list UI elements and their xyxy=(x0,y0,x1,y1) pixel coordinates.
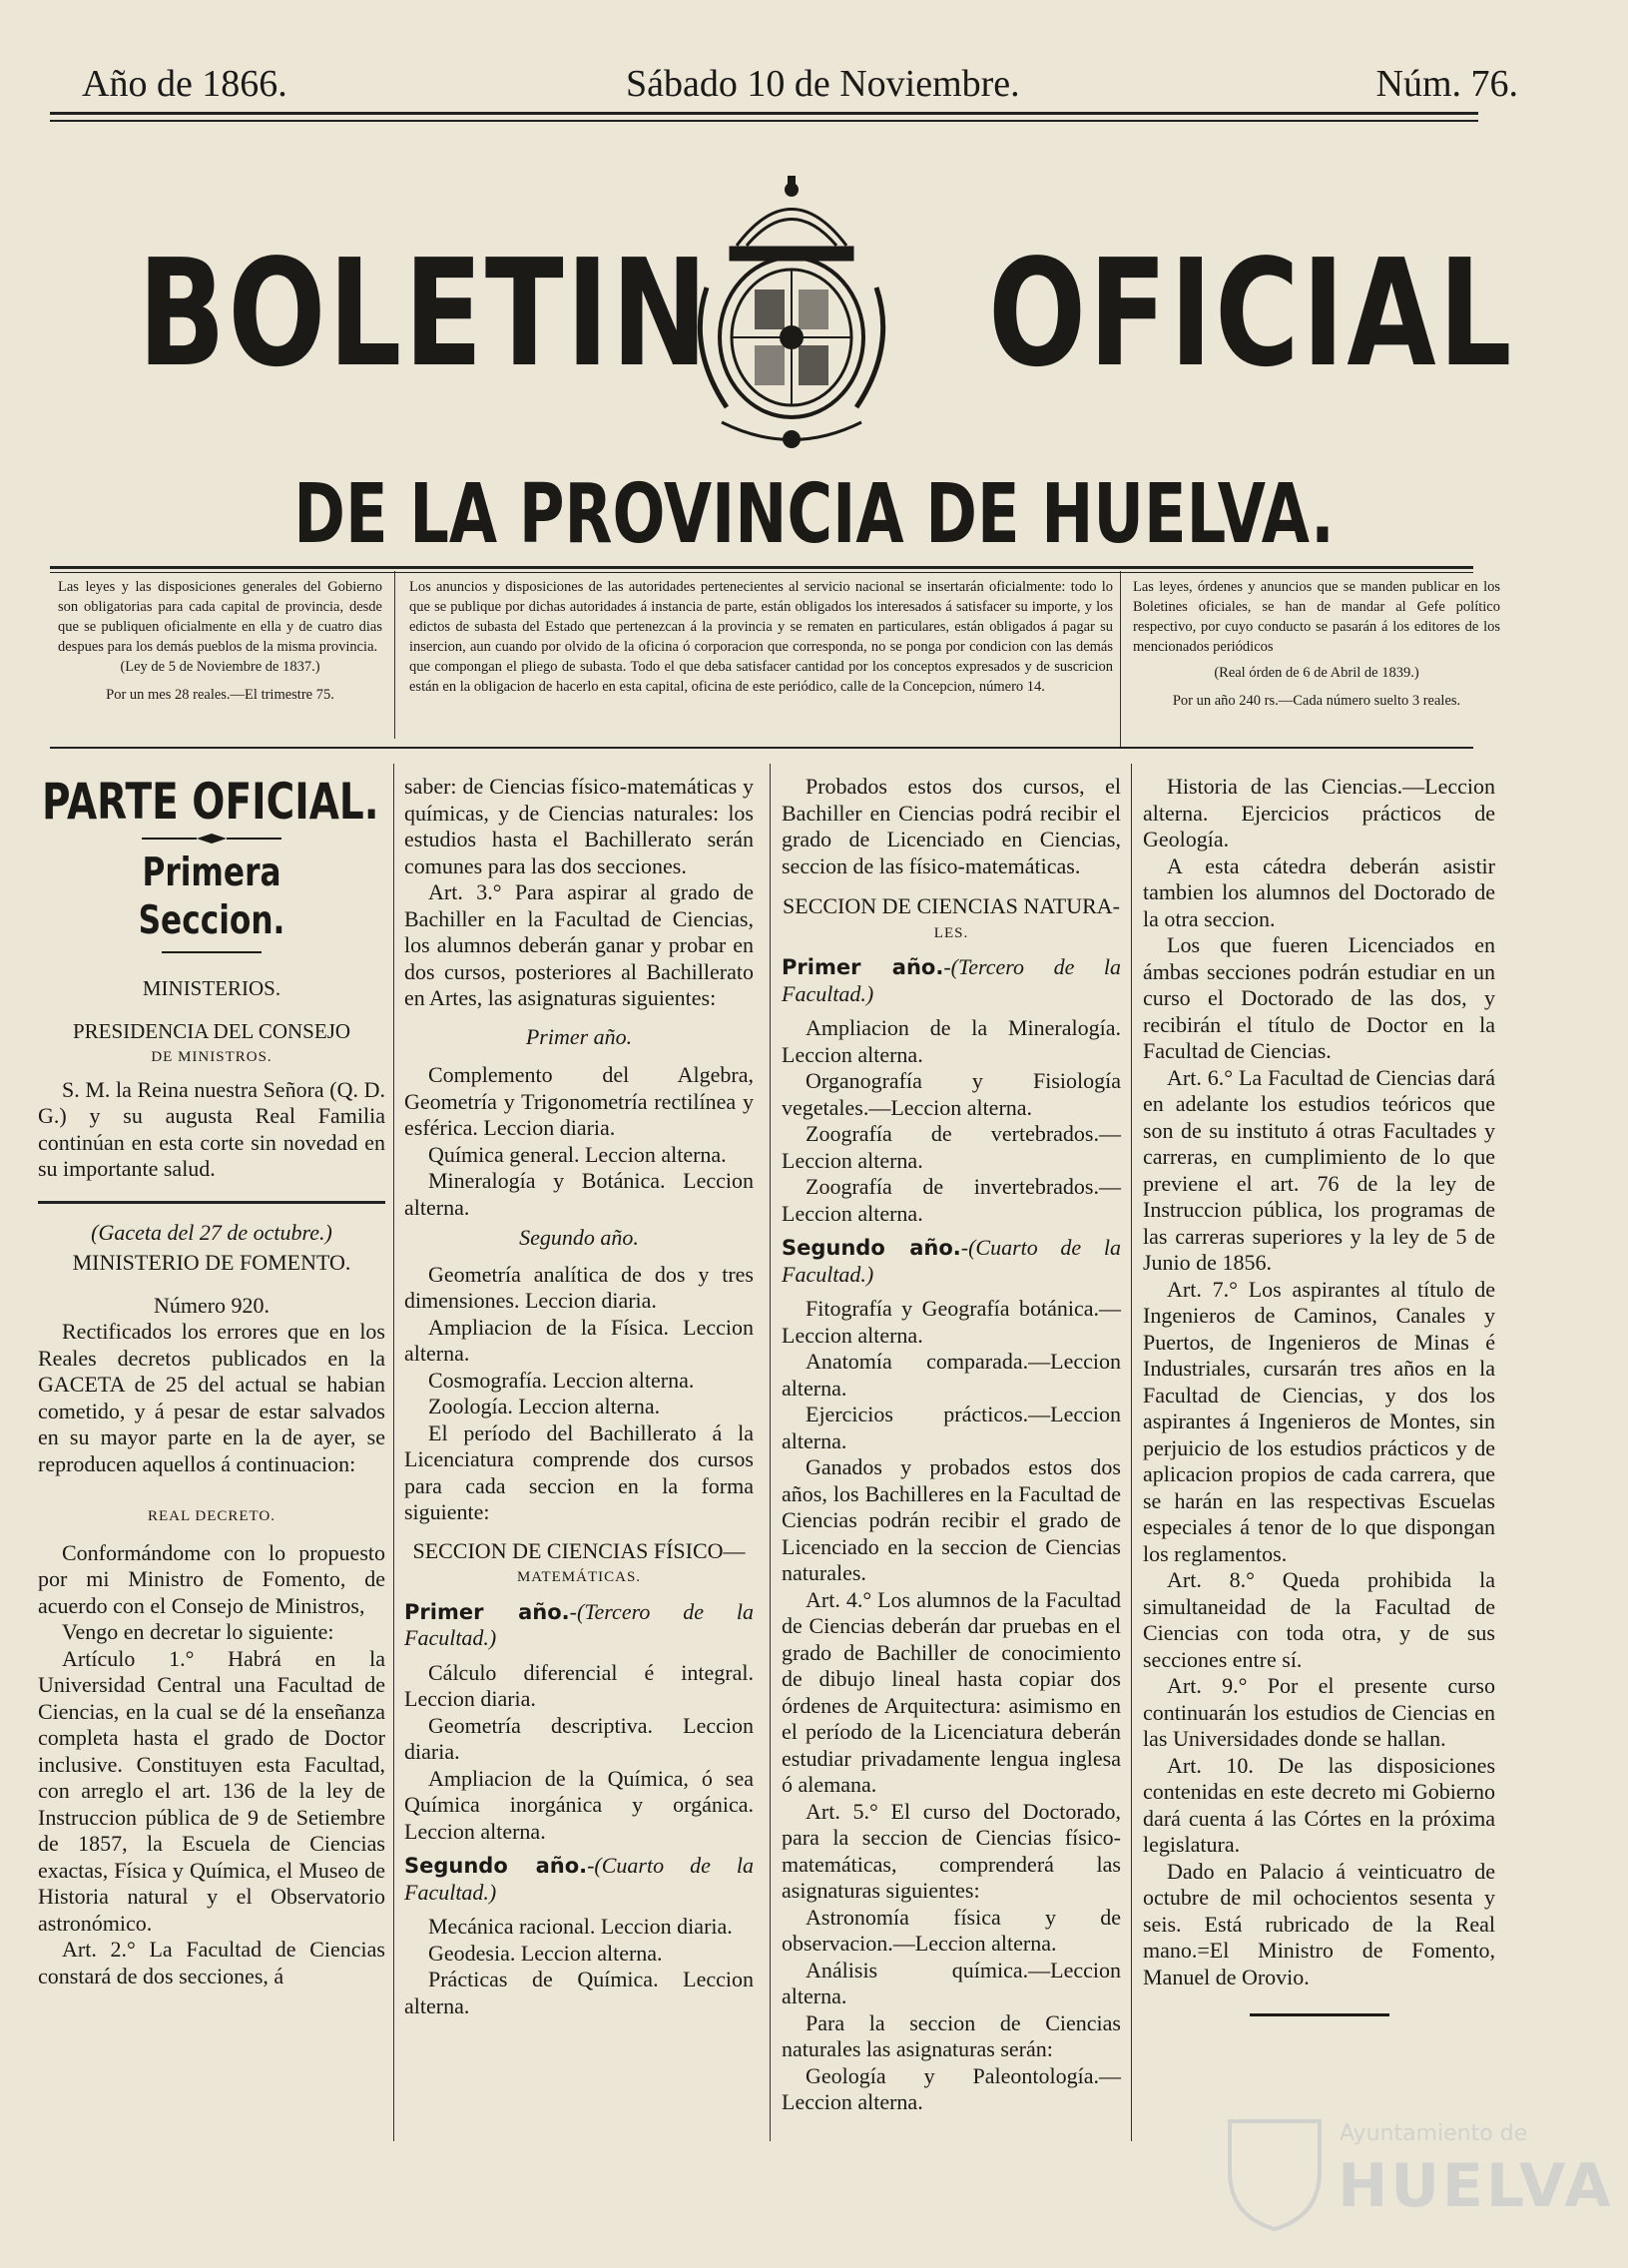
year-label: Segundo año. xyxy=(782,1236,961,1260)
gaceta-ref: (Gaceta del 27 de octubre.) xyxy=(91,1219,332,1245)
royal-crest-icon xyxy=(667,168,916,457)
paragraph: Prácticas de Química. Leccion alterna. xyxy=(404,1967,754,2018)
paragraph: Historia de las Ciencias.—Leccion alterna. Ejercicios prácticos de Geología. xyxy=(1143,774,1495,851)
notice-laws xyxy=(58,577,382,705)
paragraph: Mecánica racional. Leccion diaria. xyxy=(428,1914,733,1939)
year-label: Primer año. xyxy=(404,1599,570,1624)
heading-presidencia-sub: DE MINISTROS. xyxy=(151,1049,272,1065)
paragraph: Ampliacion de la Mineralogía. Leccion alterna. xyxy=(782,1015,1121,1067)
paragraph: Rectificados los errores que en los Reales decretos publicados en la GACETA de 25 del actual se habian cometido, y á pesar de estar salvados en su mayor parte en la de ayer, se reproducen aquellos á continuacion: xyxy=(38,1319,385,1476)
section-rule xyxy=(38,1201,385,1204)
heading-ministerios: MINISTERIOS. xyxy=(142,976,281,1000)
paragraph: Art. 10. De las disposiciones contenidas en este decreto mi Gobierno dará cuenta á las Córtes en la próxima legislatura. xyxy=(1143,1752,1495,1857)
year-heading xyxy=(404,1853,754,1906)
paragraph: Art. 9.° Por el presente curso continuarán los estudios de Ciencias en las Universidades donde se hallan. xyxy=(1143,1673,1495,1751)
heading-real-decreto: REAL DECRETO. xyxy=(148,1508,275,1524)
notice-divider-1 xyxy=(394,571,395,739)
paragraph: Química general. Leccion alterna. xyxy=(428,1141,727,1167)
notice-bottom-rule xyxy=(50,747,1473,749)
paragraph: Cosmografía. Leccion alterna. xyxy=(428,1367,695,1393)
paragraph: Ampliacion de la Física. Leccion alterna. xyxy=(404,1314,754,1366)
masthead-subtitle: DE LA PROVINCIA DE HUELVA. xyxy=(293,467,1335,562)
paragraph: S. M. la Reina nuestra Señora (Q. D. G.) y su augusta Real Familia continúan en esta corte sin novedad en su importante salud. xyxy=(38,1076,385,1181)
column-divider-1 xyxy=(393,764,394,2141)
paragraph: A esta cátedra deberán asistir tambien los alumnos del Doctorado de la otra seccion. xyxy=(1143,852,1495,931)
paragraph: Mineralogía y Botánica. Leccion alterna. xyxy=(404,1168,754,1220)
notice-orders-cite: (Real órden de 6 de Abril de 1839.) xyxy=(1214,665,1419,681)
heading-presidencia: PRESIDENCIA DEL CONSEJO xyxy=(72,1018,351,1043)
year-label: Primer año. xyxy=(782,955,944,979)
paragraph: Fitografía y Geografía botánica.—Leccion alterna. xyxy=(782,1296,1121,1348)
column-divider-2 xyxy=(770,764,771,2141)
notice-orders-price: Por un año 240 rs.—Cada número suelto 3 reales. xyxy=(1172,693,1461,709)
year-label: Segundo año. xyxy=(404,1854,588,1878)
short-rule xyxy=(162,949,262,955)
paragraph: Geometría analítica de dos y tres dimensiones. Leccion diaria. xyxy=(404,1261,754,1313)
notice-announcements-text: Los anuncios y disposiciones de las autoridades pertenecientes al servicio nacional se insertarán oficialmente: todo lo que se publique por dichas autoridades á instancia de parte, están obligados los interesados á satisfacer su importe, y los edictos de subasta del Estado que pertenezcan á la provincia y se rematen en particulares, están obligados á pagar su insercion, aun cuando por olvido de la oficina ó corporacion que corresponda, no se ponga por condicion con las demás que compongan el pliego de subasta. Todo el que deba satisfacer cantidad por los conceptos expresados y de suscricion están en la obligacion de hacerlo en esta capital, oficina de este periódico, calle de la Concepcion, número 14. xyxy=(409,579,1113,695)
notice-announcements xyxy=(409,577,1113,697)
column-2 xyxy=(404,774,754,2019)
decree-number: Número 920. xyxy=(153,1292,271,1318)
subheading: Segundo año. xyxy=(519,1225,639,1250)
subtitle-rule-thin xyxy=(50,572,1473,573)
year-note: -(Tercero de la Facultad.) xyxy=(404,1598,755,1650)
issue-number: Núm. 76. xyxy=(1375,63,1518,105)
year-note: -(Cuarto de la Facultad.) xyxy=(782,1235,1121,1287)
year-heading xyxy=(404,1599,754,1652)
subheading: Primer año. xyxy=(525,1023,633,1049)
subheading: SECCION DE CIENCIAS FÍSICO— xyxy=(412,1537,746,1563)
town-shield-icon xyxy=(1220,2111,1330,2231)
paragraph: Complemento del Algebra, Geometría y Trigonometría rectilínea y esférica. Leccion diaria. xyxy=(404,1062,754,1140)
top-rule-thin xyxy=(50,120,1478,122)
paragraph: Ampliacion de la Química, ó sea Química inorgánica y orgánica. Leccion alterna. xyxy=(404,1765,754,1844)
year-heading xyxy=(782,1235,1121,1288)
notice-divider-2 xyxy=(1120,571,1121,747)
paragraph: Para la seccion de Ciencias naturales las asignaturas serán: xyxy=(782,2009,1121,2061)
paragraph: Geometría descriptiva. Leccion diaria. xyxy=(404,1712,754,1764)
paragraph: Artículo 1.° Habrá en la Universidad Central una Facultad de Ciencias, en la cual se dé la enseñanza completa hasta el grado de Doctor inclusive. Constituyen esta Facultad, con arreglo el art. 136 de la ley de Instruccion pública de 9 de Setiembre de 1857, la Escuela de Ciencias exactas, Física y Química, el Museo de Historia natural y el Observatorio astronómico. xyxy=(38,1645,385,1936)
masthead-right: OFICIAL xyxy=(988,228,1514,399)
paragraph: Geología y Paleontología.—Leccion alterna. xyxy=(782,2062,1121,2114)
year-note: -(Cuarto de la Facultad.) xyxy=(404,1853,754,1905)
paragraph: Los que fueren Licenciados en ámbas secciones podrán estudiar en un curso el Doctorado de las dos, y recibirán el título de Doctor en la Facultad de Ciencias. xyxy=(1143,932,1495,1063)
paragraph: Conformándome con lo propuesto por mi Ministro de Fomento, de acuerdo con el Consejo de Ministros, xyxy=(38,1539,385,1618)
subtitle-rule xyxy=(50,566,1473,569)
paragraph: Art. 8.° Queda prohibida la simultaneidad de la Facultad de Ciencias con toda otra, y de sus secciones entre sí. xyxy=(1143,1567,1495,1672)
notice-laws-cite: (Ley de 5 de Noviembre de 1837.) xyxy=(120,659,320,675)
paragraph: El período del Bachillerato á la Licenciatura comprende dos cursos para cada seccion en la forma siguiente: xyxy=(404,1419,754,1524)
paragraph: Art. 7.° Los aspirantes al título de Ingenieros de Caminos, Canales y Puertos, de Ingenieros de Minas é Industriales, cursarán tres años en la Facultad de Ciencias, y dos los aspirantes á Ingenieros de Montes, sin perjuicio de los estudios prácticos y de aplicacion propios de cada carrera, que se harán en las respectivas Escuelas especiales á tenor de lo que dispongan los reglamentos. xyxy=(1143,1276,1495,1566)
paragraph: Ganados y probados estos dos años, los Bachilleres en la Facultad de Ciencias podrán recibir el grado de Licenciado en la seccion de Ciencias naturales. xyxy=(782,1454,1121,1585)
subheading: SECCION DE CIENCIAS NATURA- xyxy=(783,893,1120,918)
subheading: LES. xyxy=(933,924,969,941)
notice-laws-price: Por un mes 28 reales.—El trimestre 75. xyxy=(106,687,334,703)
watermark-title: HUELVA xyxy=(1338,2151,1614,2221)
year-heading xyxy=(782,954,1121,1007)
column-1 xyxy=(38,774,385,1989)
paragraph: Zoografía de vertebrados.—Leccion alterna. xyxy=(782,1121,1121,1173)
paragraph: Art. 6.° La Facultad de Ciencias dará en adelante los estudios teóricos que son de su instituto á otras Facultades y carreras, en cumplimiento de lo que previene el art. 76 de la ley de Instruccion pública, los programas de las carreras superiores y la ley de 5 de Junio de 1856. xyxy=(1143,1064,1495,1275)
column-4 xyxy=(1143,774,1495,2022)
paragraph: Vengo en decretar lo siguiente: xyxy=(62,1619,334,1644)
paragraph: Zoografía de invertebrados.—Leccion alterna. xyxy=(782,1174,1121,1226)
paragraph: Zoología. Leccion alterna. xyxy=(428,1394,661,1418)
top-rule xyxy=(50,112,1478,115)
section-primera: Primera Seccion. xyxy=(138,850,285,943)
paragraph: Ejercicios prácticos.—Leccion alterna. xyxy=(782,1402,1121,1453)
paragraph: Dado en Palacio á veinticuatro de octubre de mil ochocientos sesenta y seis. Está rubricado de la Real mano.=El Ministro de Fomento, Manuel de Orovio. xyxy=(1143,1858,1495,1989)
ornament-rule-icon xyxy=(142,834,281,844)
notice-orders xyxy=(1133,577,1500,711)
paragraph: Art. 3.° Para aspirar al grado de Bachiller en la Facultad de Ciencias, los alumnos deberán ganar y probar en dos cursos, posteriores al Bachillerato en Artes, las asignaturas siguientes: xyxy=(404,879,754,1010)
masthead-left: BOLETIN xyxy=(138,228,711,399)
column-3 xyxy=(782,774,1121,2116)
column-divider-3 xyxy=(1131,764,1132,2141)
paragraph: saber: de Ciencias físico-matemáticas y químicas, y de Ciencias naturales: los estudios hasta el Bachillerato serán comunes para las dos secciones. xyxy=(404,774,754,878)
subheading: MATEMÁTICAS. xyxy=(516,1569,642,1585)
paragraph: Geodesia. Leccion alterna. xyxy=(428,1940,663,1966)
paragraph: Organografía y Fisiología vegetales.—Leccion alterna. xyxy=(782,1068,1121,1120)
heading-ministerio-fomento: MINISTERIO DE FOMENTO. xyxy=(72,1250,351,1275)
year-note: -(Tercero de la Facultad.) xyxy=(782,954,1122,1006)
notice-orders-text: Las leyes, órdenes y anuncios que se manden publicar en los Boletines oficiales, se han de mandar al Gefe político respectivo, por cuyo conducto se pasarán á los editores de los mencionados periódicos xyxy=(1133,579,1500,655)
paragraph: Cálculo diferencial é integral. Leccion diaria. xyxy=(404,1659,754,1711)
notice-laws-text: Las leyes y las disposiciones generales del Gobierno son obligatorias para cada capital de provincia, desde que se publiquen oficialmente en ella y de cuatro dias despues para los demás pueblos de la misma provincia. xyxy=(58,579,382,655)
paragraph: Probados estos dos cursos, el Bachiller en Ciencias podrá recibir el grado de Licenciado en Ciencias, seccion de las físico-matemáticas. xyxy=(782,774,1121,878)
archive-watermark xyxy=(1220,2111,1614,2231)
paragraph: Art. 4.° Los alumnos de la Facultad de Ciencias deberán dar pruebas en el grado de Bachiller de conocimiento de dibujo lineal hasta copiar dos órdenes de Arquitectura: asimismo en el período de la Licenciatura deberán estudiar privadamente lengua inglesa ó alemana. xyxy=(782,1586,1121,1797)
watermark-caption: Ayuntamiento de xyxy=(1340,2121,1528,2146)
paragraph: Análisis química.—Leccion alterna. xyxy=(782,1957,1121,2008)
section-parte-oficial: PARTE OFICIAL. xyxy=(42,773,379,831)
paragraph: Anatomía comparada.—Leccion alterna. xyxy=(782,1349,1121,1401)
issue-date: Sábado 10 de Noviembre. xyxy=(626,63,1020,105)
paragraph: Art. 5.° El curso del Doctorado, para la seccion de Ciencias físico-matemáticas, comprenderá las asignaturas siguientes: xyxy=(782,1798,1121,1903)
paragraph: Astronomía física y de observacion.—Leccion alterna. xyxy=(782,1904,1121,1956)
paragraph: Art. 2.° La Facultad de Ciencias constará de dos secciones, á xyxy=(38,1937,385,1988)
issue-year: Año de 1866. xyxy=(82,63,287,105)
closing-rule xyxy=(1250,2012,1389,2018)
